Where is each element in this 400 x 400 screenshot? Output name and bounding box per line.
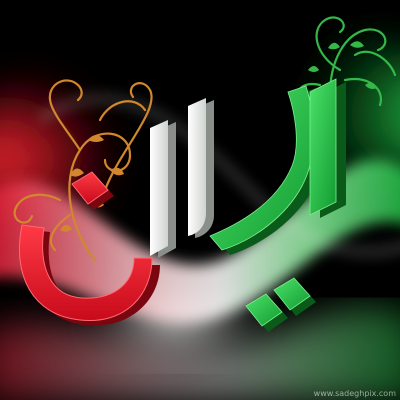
letter-re-white	[188, 98, 214, 238]
letter-alef-green	[310, 79, 346, 218]
watermark-text: www.sadeghpix.com	[313, 389, 396, 398]
letter-alef-white	[150, 120, 176, 258]
